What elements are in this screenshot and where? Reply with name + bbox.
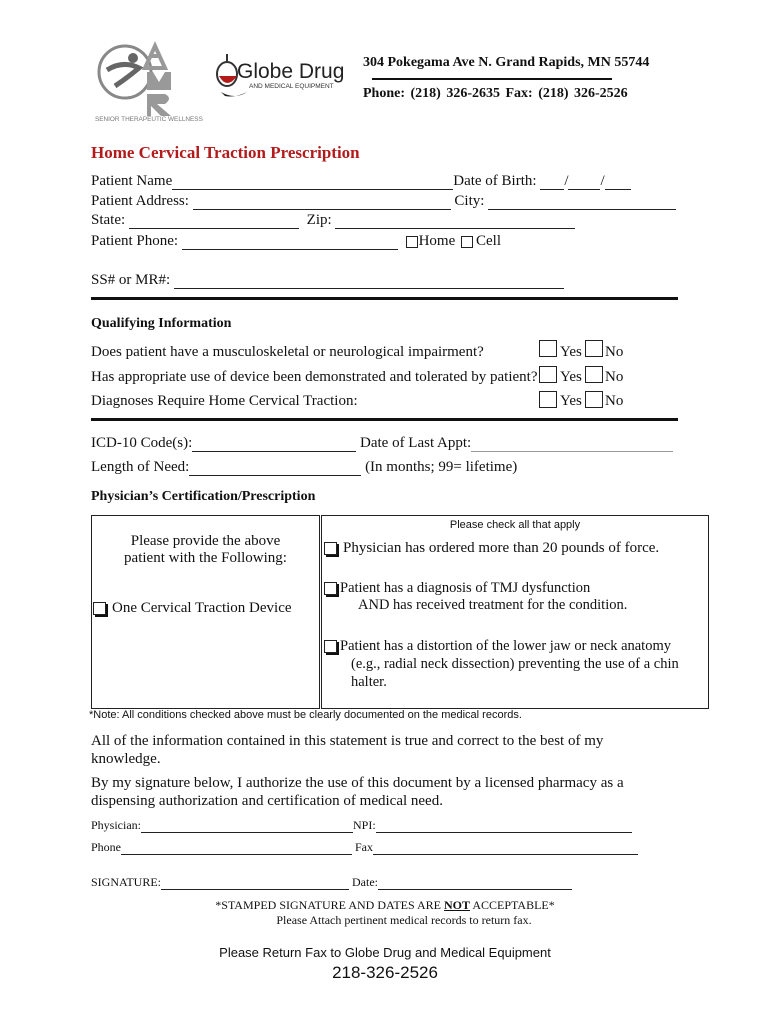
length-field[interactable] — [189, 461, 361, 476]
physician-fax-label: Fax — [355, 840, 373, 854]
phone-field[interactable] — [182, 235, 398, 250]
question-1: Does patient have a musculoskeletal or neurological impairment? — [91, 344, 484, 360]
q3-no-label: No — [605, 393, 624, 409]
store-phone-fax: Phone: (218) 326-2635 Fax: (218) 326-2526 — [363, 86, 628, 101]
documentation-note: *Note: All conditions checked above must be clearly documented on the medical records. — [89, 709, 522, 721]
physician-label: Physician: — [91, 818, 141, 832]
dob-separator: / — [600, 173, 605, 189]
city-field[interactable] — [488, 195, 676, 210]
city-label: City: — [454, 193, 485, 209]
dob-separator: / — [564, 173, 569, 189]
option-2-line-2: AND has received treatment for the condition. — [358, 597, 628, 613]
signature-label: SIGNATURE: — [91, 875, 162, 889]
option-1-checkbox[interactable] — [324, 542, 337, 555]
dob-year-field[interactable] — [605, 175, 631, 190]
phone-label: Patient Phone: — [91, 233, 179, 249]
qualifying-heading: Qualifying Information — [91, 316, 232, 331]
patient-name-row — [91, 173, 631, 190]
statement-line-3: By my signature below, I authorize the use of this document by a licensed pharmacy as a — [91, 775, 624, 791]
q2-yes-checkbox[interactable] — [539, 366, 557, 383]
provide-line-1: Please provide the above — [130, 533, 281, 549]
option-2-checkbox[interactable] — [324, 582, 337, 595]
physician-row — [91, 818, 632, 833]
return-instruction: Please Return Fax to Globe Drug and Medical Equipment — [219, 945, 551, 960]
address-divider — [372, 78, 612, 80]
zip-label: Zip: — [306, 212, 332, 228]
option-1-label: Physician has ordered more than 20 pounds of force. — [343, 540, 660, 556]
amr-tagline: SENIOR THERAPEUTIC WELLNESS — [95, 116, 203, 122]
last-appt-label: Date of Last Appt: — [360, 435, 472, 451]
icd-field[interactable] — [192, 437, 356, 452]
device-item — [93, 600, 292, 617]
physician-phone-field[interactable] — [121, 843, 352, 855]
home-checkbox[interactable] — [406, 236, 418, 248]
state-zip-row — [91, 212, 575, 229]
option-3 — [324, 637, 679, 691]
provide-line-2: patient with the Following: — [124, 550, 287, 566]
ss-row — [91, 272, 564, 289]
icd-row — [91, 435, 673, 452]
cell-checkbox[interactable] — [461, 236, 473, 248]
q1-no-checkbox[interactable] — [585, 340, 603, 357]
q1-yes-label: Yes — [560, 344, 582, 360]
patient-address-row — [91, 193, 676, 210]
stamped-warning-post: ACCEPTABLE* — [470, 898, 555, 912]
dob-day-field[interactable] — [568, 175, 600, 190]
device-label: One Cervical Traction Device — [112, 600, 292, 616]
option-1 — [324, 540, 659, 557]
option-2 — [324, 580, 627, 614]
date-label: Date: — [352, 875, 379, 889]
option-2-line-1: Patient has a diagnosis of TMJ dysfunction — [340, 580, 591, 596]
option-3-line-2: (e.g., radial neck dissection) preventing the use of a chin — [351, 656, 679, 672]
q2-yes-label: Yes — [560, 369, 582, 385]
icd-label: ICD-10 Code(s): — [91, 435, 193, 451]
ss-label: SS# or MR#: — [91, 272, 171, 288]
q3-no-checkbox[interactable] — [585, 391, 603, 408]
option-3-line-1: Patient has a distortion of the lower jaw or neck anatomy — [340, 638, 671, 654]
date-field[interactable] — [378, 878, 572, 890]
length-row — [91, 459, 517, 476]
statement-line-4: dispensing authorization and certification of medical need. — [91, 793, 443, 809]
q1-yes-checkbox[interactable] — [539, 340, 557, 357]
globe-logo-sub: AND MEDICAL EQUIPMENT — [249, 83, 334, 90]
amr-logo — [95, 40, 207, 122]
provide-text — [92, 533, 319, 567]
physician-phone-row — [91, 840, 638, 855]
dob-label: Date of Birth: — [453, 173, 537, 189]
return-fax-number: 218-326-2526 — [332, 963, 438, 982]
certification-heading: Physician’s Certification/Prescription — [91, 489, 316, 504]
attach-instruction: Please Attach pertinent medical records to return fax. — [276, 913, 532, 927]
state-field[interactable] — [129, 214, 299, 229]
globe-drug-logo — [213, 46, 348, 106]
q3-yes-label: Yes — [560, 393, 582, 409]
q3-yes-checkbox[interactable] — [539, 391, 557, 408]
section-divider — [91, 297, 678, 300]
home-label: Home — [418, 233, 456, 249]
npi-field[interactable] — [376, 821, 632, 833]
last-appt-field[interactable] — [471, 437, 673, 452]
length-hint: (In months; 99= lifetime) — [365, 459, 518, 475]
state-label: State: — [91, 212, 126, 228]
q1-no-label: No — [605, 344, 624, 360]
dob-month-field[interactable] — [540, 175, 564, 190]
address-label: Patient Address: — [91, 193, 189, 209]
physician-field[interactable] — [141, 821, 353, 833]
statement-line-2: knowledge. — [91, 751, 161, 767]
question-3: Diagnoses Require Home Cervical Traction: — [91, 393, 358, 409]
physician-fax-field[interactable] — [373, 843, 638, 855]
zip-field[interactable] — [335, 214, 575, 229]
signature-row — [91, 875, 572, 890]
length-label: Length of Need: — [91, 459, 190, 475]
stamped-warning-not: NOT — [444, 898, 471, 912]
patient-phone-row — [91, 233, 501, 250]
section-divider — [91, 418, 678, 421]
question-2: Has appropriate use of device been demonstrated and tolerated by patient? — [91, 369, 538, 385]
patient-name-field[interactable] — [172, 175, 453, 190]
form-title: Home Cervical Traction Prescription — [91, 143, 360, 162]
device-box — [91, 515, 320, 709]
conditions-box — [321, 515, 709, 709]
npi-label: NPI: — [353, 818, 376, 832]
statement-line-1: All of the information contained in this statement is true and correct to the best of my — [91, 733, 604, 749]
q2-no-checkbox[interactable] — [585, 366, 603, 383]
ss-field[interactable] — [174, 274, 564, 289]
physician-phone-label: Phone — [91, 840, 121, 854]
stamped-warning — [0, 898, 770, 913]
store-address: 304 Pokegama Ave N. Grand Rapids, MN 55744 — [363, 55, 650, 70]
option-3-line-3: halter. — [351, 674, 387, 690]
address-field[interactable] — [193, 195, 451, 210]
cell-label: Cell — [476, 233, 501, 249]
globe-logo-text: Globe Drug — [237, 60, 345, 83]
patient-name-label: Patient Name — [91, 173, 173, 189]
check-all-text: Please check all that apply — [449, 519, 581, 531]
signature-field[interactable] — [161, 878, 349, 890]
stamped-warning-pre: *STAMPED SIGNATURE AND DATES ARE — [215, 898, 444, 912]
device-checkbox[interactable] — [93, 602, 106, 615]
option-3-checkbox[interactable] — [324, 640, 337, 653]
q2-no-label: No — [605, 369, 624, 385]
